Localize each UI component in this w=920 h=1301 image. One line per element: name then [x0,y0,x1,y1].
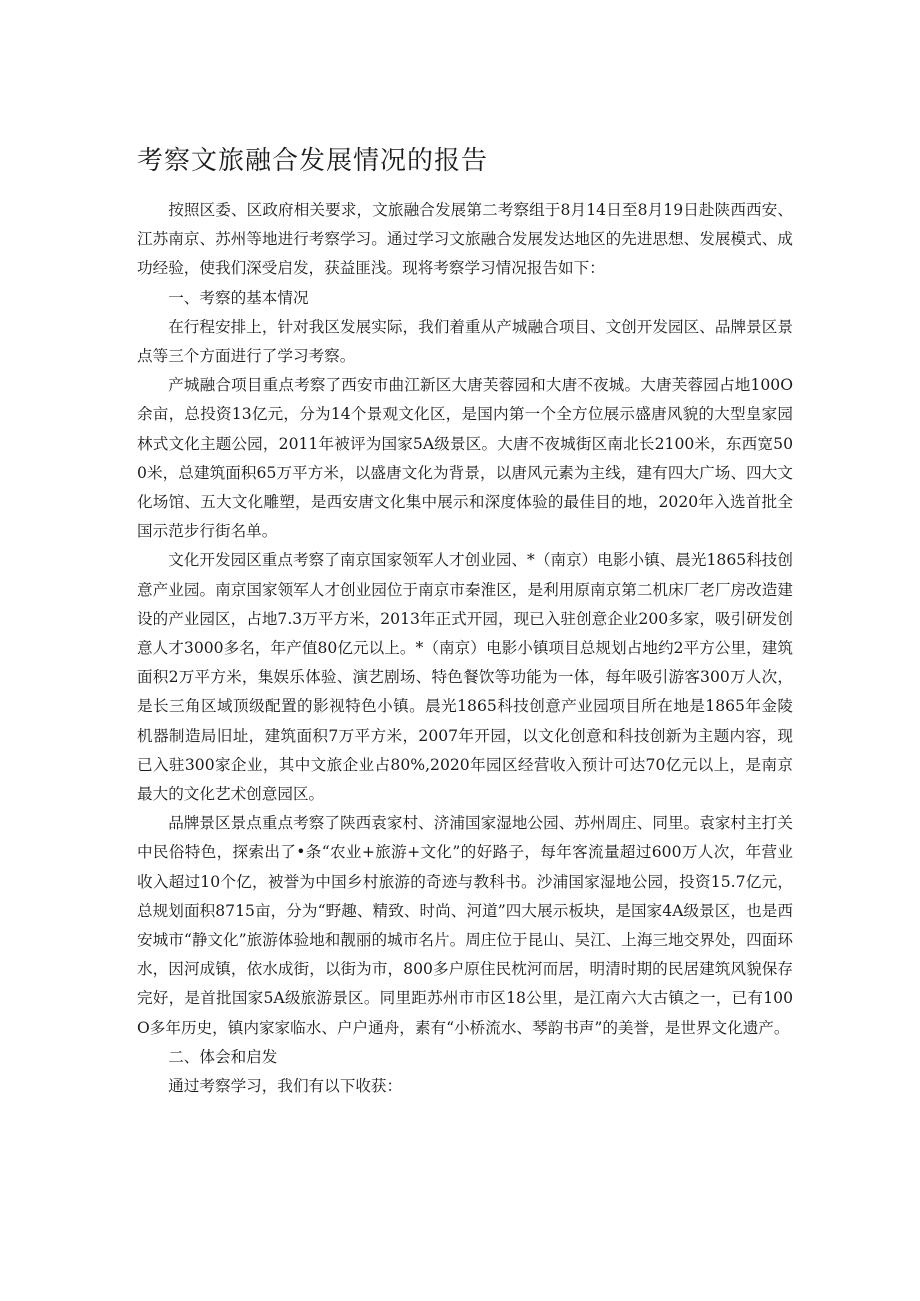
culture-park-paragraph: 文化开发园区重点考察了南京国家领军人才创业园、*（南京）电影小镇、晨光1865科技创意产业园。南京国家领军人才创业园位于南京市秦淮区，是利用原南京第二机床厂老厂房改造建设的产业园区，占地7.3万平方米，2013年正式开园，现已入驻创意企业200多家，吸引研发创意人才3000多名，年产值80亿元以上。*（南京）电影小镇项目总规划占地约2平方公里，建筑面积2万平方米，集娱乐体验、演艺剧场、特色餐饮等功能为一体，每年吸引游客300万人次，是长三角区域顶级配置的影视特色小镇。晨光1865科技创意产业园项目所在地是1865年金陵机器制造局旧址，建筑面积7万平方米，2007年开园，以文化创意和科技创新为主题内容，现已入驻300家企业，其中文旅企业占80%,2020年园区经营收入预计可达70亿元以上，是南京最大的文化艺术创意园区。 [137,551,793,804]
industry-city-paragraph: 产城融合项目重点考察了西安市曲江新区大唐芙蓉园和大唐不夜城。大唐芙蓉园占地100O余亩，总投资13亿元，分为14个景观文化区，是国内第一个全方位展示盛唐风貌的大型皇家园林式文化主题公园，2011年被评为国家5A级景区。大唐不夜城街区南北长2100米，东西宽500米，总建筑面积65万平方米，以盛唐文化为背景，以唐风元素为主线，建有四大广场、四大文化场馆、五大文化雕塑，是西安唐文化集中展示和深度体验的最佳目的地，2020年入选首批全国示范步行街名单。 [137,376,793,541]
brand-scenic-paragraph: 品牌景区景点重点考察了陕西袁家村、济浦国家湿地公园、苏州周庄、同里。袁家村主打关中民俗特色，探索出了•条“农业+旅游+文化”的好路子，每年客流量超过600万人次，年营业收入超过10个亿，被誉为中国乡村旅游的奇迹与教科书。沙浦国家湿地公园，投资15.7亿元，总规划面积8715亩，分为“野趣、精致、时尚、河道”四大展示板块，是国家4A级景区，也是西安城市“静文化”旅游体验地和靓丽的城市名片。周庄位于昆山、吴江、上海三地交界处，四面环水，因河成镇，依水成街，以街为市，800多户原住民枕河而居，明清时期的民居建筑风貌保存完好，是首批国家5A级旅游景区。同里距苏州市市区18公里，是江南六大古镇之一，已有100O多年历史，镇内家家临水、户户通舟，素有“小桥流水、琴韵书声”的美誉，是世界文化遗产。 [137,814,793,1037]
intro-paragraph: 按照区委、区政府相关要求，文旅融合发展第二考察组于8月14日至8月19日赴陕西西安、江苏南京、苏州等地进行考察学习。通过学习文旅融合发展发达地区的先进思想、发展模式、成功经验，使我们深受启发，获益匪浅。现将考察学习情况报告如下： [137,201,793,278]
section-heading-2: 二、体会和启发 [168,1047,278,1066]
gains-paragraph: 通过考察学习，我们有以下收获： [168,1077,403,1096]
document-body [137,196,793,1101]
document-title: 考察文旅融合发展情况的报告 [137,146,489,176]
section-heading-1: 一、考察的基本情况 [168,288,309,307]
itinerary-paragraph: 在行程安排上，针对我区发展实际，我们着重从产城融合项目、文创开发园区、品牌景区景点等三个方面进行了学习考察。 [137,317,793,366]
